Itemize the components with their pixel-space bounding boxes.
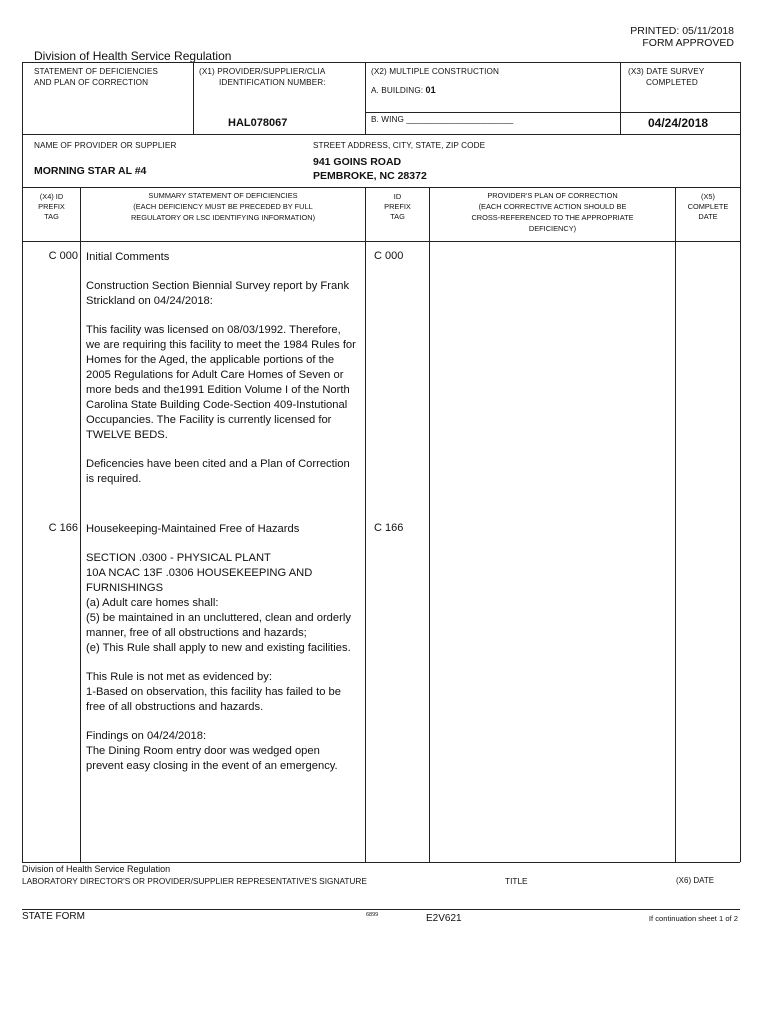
x6-date-label: (X6) DATE <box>676 876 715 885</box>
deficiency-heading: Initial Comments <box>86 251 170 263</box>
state-form-label: STATE FORM <box>22 911 85 922</box>
continuation-sheet: If continuation sheet 1 of 2 <box>648 914 738 923</box>
wing-label: B. WING <box>371 115 404 124</box>
agency-title: Division of Health Service Regulation <box>34 49 232 63</box>
statement-label-1: STATEMENT OF DEFICIENCIES <box>34 67 158 76</box>
survey-completed-date: 04/24/2018 <box>648 116 709 130</box>
provider-name-label: NAME OF PROVIDER OR SUPPLIER <box>34 141 177 150</box>
footer-agency: Division of Health Service Regulation <box>22 864 171 874</box>
id-column-header: ID PREFIX TAG <box>384 192 411 221</box>
form-status: FORM APPROVED <box>642 37 734 49</box>
wing-field <box>371 115 513 124</box>
building-label: A. BUILDING: <box>371 86 424 95</box>
x4-column-header: (X4) ID PREFIX TAG <box>38 192 65 221</box>
deficiency-summary <box>86 250 358 501</box>
event-id: E2V621 <box>426 913 462 924</box>
address-label: STREET ADDRESS, CITY, STATE, ZIP CODE <box>313 141 486 150</box>
wing-blank: _______________________ <box>406 115 514 124</box>
deficiency-heading: Housekeeping-Maintained Free of Hazards <box>86 523 300 535</box>
summary-paragraph: SECTION .0300 - PHYSICAL PLANT 10A NCAC 13F .0306 HOUSEKEEPING AND FURNISHINGS (a) Adult care homes shall: (5) be maintained in an uncluttered, clean and orderly manner, free of all obstructions and hazards; (e) This Rule shall apply to new and existing facilities. <box>86 552 351 654</box>
statement-label-2: AND PLAN OF CORRECTION <box>34 78 149 87</box>
x2-label: (X2) MULTIPLE CONSTRUCTION <box>371 67 499 76</box>
provider-id-number: HAL078067 <box>228 117 288 129</box>
provider-name: MORNING STAR AL #4 <box>34 165 147 177</box>
address-line-2: PEMBROKE, NC 28372 <box>313 170 427 182</box>
printed-date: PRINTED: 05/11/2018 <box>630 25 734 37</box>
summary-column-header: SUMMARY STATEMENT OF DEFICIENCIES (EACH DEFICIENCY MUST BE PRECEDED BY FULL REGULATORY OR LSC IDENTIFYING INFORMATION) <box>130 191 316 222</box>
form-number: 6899 <box>366 912 379 918</box>
deficiency-tag: C 000 <box>48 250 78 262</box>
deficiency-tag: C 166 <box>48 522 78 534</box>
x5-column-header: (X5) COMPLETE DATE <box>687 192 729 221</box>
signature-label: LABORATORY DIRECTOR'S OR PROVIDER/SUPPLIER REPRESENTATIVE'S SIGNATURE <box>22 876 367 886</box>
correction-id-tag: C 000 <box>374 250 404 262</box>
building-value: 01 <box>425 85 436 95</box>
x1-label-1: (X1) PROVIDER/SUPPLIER/CLIA <box>199 67 326 76</box>
title-label: TITLE <box>505 876 528 886</box>
x3-label-2: COMPLETED <box>646 78 698 87</box>
address-line-1: 941 GOINS ROAD <box>313 156 402 168</box>
summary-paragraph: Construction Section Biennial Survey report by Frank Strickland on 04/24/2018: <box>86 280 350 307</box>
summary-paragraph: This Rule is not met as evidenced by: 1-Based on observation, this facility has failed to be free of all obstructions and hazards. <box>86 671 341 713</box>
building-field <box>371 85 436 95</box>
x3-label-1: (X3) DATE SURVEY <box>628 67 705 76</box>
deficiency-summary <box>86 522 358 788</box>
x1-label-2: IDENTIFICATION NUMBER: <box>219 78 326 87</box>
summary-paragraph: Findings on 04/24/2018: The Dining Room entry door was wedged open prevent easy closing in the event of an emergency. <box>86 730 338 772</box>
summary-paragraph: Deficencies have been cited and a Plan of Correction is required. <box>86 458 350 485</box>
plan-column-header: PROVIDER'S PLAN OF CORRECTION (EACH CORRECTIVE ACTION SHOULD BE CROSS-REFERENCED TO THE APPROPRIATE DEFICIENCY) <box>471 191 634 233</box>
summary-paragraph: This facility was licensed on 08/03/1992. Therefore, we are requiring this facility to meet the 1984 Rules for Homes for the Aged, the applicable portions of the 2005 Regulations for Adult Care Homes of Seven or more beds and the1991 Edition Volume I of the North Carolina State Building Code-Section 409-Instutional Occupancies. The Facility is currently licensed for TWELVE BEDS. <box>86 324 356 441</box>
correction-id-tag: C 166 <box>374 522 404 534</box>
